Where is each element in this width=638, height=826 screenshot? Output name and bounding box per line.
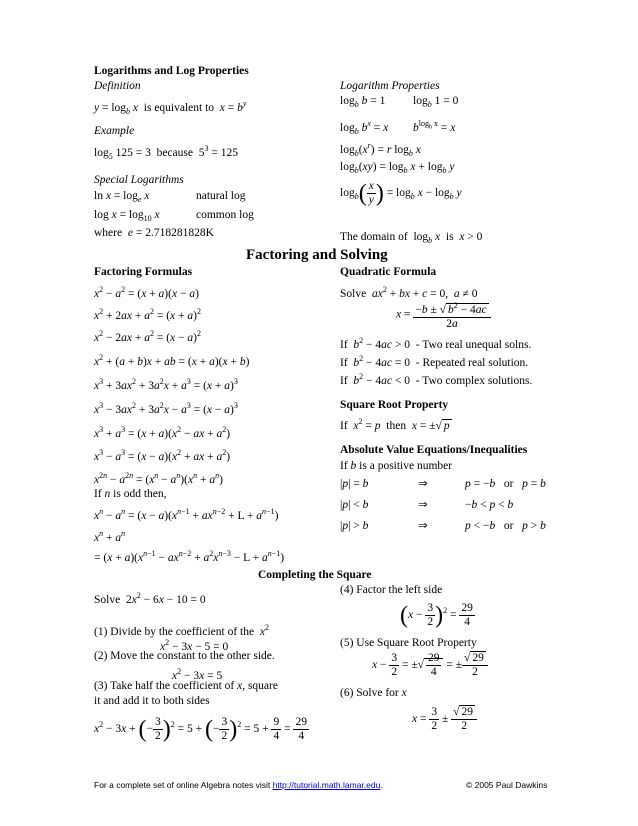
step-4-eq: (x − $\frac{3}{2}$ )$^2$ = $\frac{29}{4}$ [400,602,473,629]
completing-heading: Completing the Square [258,569,372,581]
special-ln-note: natural log [196,190,246,202]
abs-row-2-right: −b < p < b [465,499,514,511]
step-5-eq: x − $\frac{3}{2}$ = ±√ $\frac{29}{4}$ = ± $\frac{√ 29}{2}$ [372,652,488,679]
abs-row-3-arrow: ⇒ [418,520,428,532]
special-log-note: common log [196,209,254,221]
factor-formula-6: $x^3 - 3ax^2 + 3a^2x - a^3 = (x - a)^3$ [94,401,238,416]
log-prop-4: $b^{log_b x} = x$ [413,119,456,134]
factoring-title: Factoring Formulas [94,266,193,278]
log-domain-note: The domain of $\log_b x$ is x > 0 [340,231,483,245]
log-prop-1: $\log_b b = 1$ [340,95,386,109]
quadratic-case-2: If $b^2 - 4ac = 0$ - Repeated real solution. [340,354,529,369]
quadratic-case-1: If $b^2 - 4ac > 0$ - Two real unequal solns. [340,336,532,351]
factor-formula-3: $x^2 - 2ax + a^2 = (x - a)^2$ [94,329,201,344]
example-label: Example [94,125,135,137]
sqrt-property-title: Square Root Property [340,399,449,411]
step-3a: (3) Take half the coefficient of x, square [94,680,278,692]
log-properties-label: Logarithm Properties [340,80,440,92]
factor-formula-7: $x^3 + a^3 = (x + a)(x^2$ − ax + $a^2$) [94,425,231,440]
quadratic-formula: x = $\frac{-b \pm √ b^2 - 4ac}{2a}$ [396,299,491,331]
step-2-eq: $x^2 - 3x = 5$ [172,667,223,682]
quadratic-title: Quadratic Formula [340,266,437,278]
step-2: (2) Move the constant to the other side. [94,650,275,662]
step-3-eq: $x^2 - 3x$ + (− $\frac{3}{2}$ )$^2$ = 5 + (− $\frac{3}{2}$ )$^2$ = 5 + $\frac{9}{4}$ = $\frac{29}{4}$ [94,716,307,743]
factor-formula-5: $x^3 + 3ax^2 + 3a^2x + a^3 = (x + a)^3$ [94,377,238,392]
special-log: $\log x = \log_{10} x$ [94,209,160,223]
special-log-label: Special Logarithms [94,174,184,186]
step-6: (6) Solve for x [340,687,407,699]
log-prop-2: $\log_b 1 = 0$ [413,95,459,109]
step-6-eq: x = $\frac{3}{2}$ ± $\frac{√ 29}{2}$ [412,706,477,733]
sqrt-property-text: If $x^2 = p$ then x = ±√ p [340,417,450,432]
factor-formula-1: $x^2 - a^2 = (x + a)(x - a)$ [94,285,199,300]
step-5: (5) Use Square Root Property [340,637,477,649]
abs-row-1-left: |p| = b [340,478,369,490]
log-prop-quotient: $\log_b$( $\frac{x}{y}$ ) = $\log_b x - \log_b y$ [340,180,462,207]
step-4: (4) Factor the left side [340,584,443,596]
step-3b: it and add it to both sides [94,695,210,707]
factor-formula-10: $x^n - a^n = (x - a)(x^{n-1} + ax^{n-2} + L + a^{n-1})$ [94,507,279,522]
quadratic-case-3: If $b^2 - 4ac < 0$ - Two complex solutions. [340,372,533,387]
footer-note: For a complete set of online Algebra notes visit http://tutorial.math.lamar.edu. [94,780,383,790]
step-1: (1) Divide by the coefficient of the $x^2$ [94,623,269,638]
if-n-odd: If n is odd then, [94,488,167,500]
footer-text: For a complete set of online Algebra notes visit [94,780,271,790]
abs-row-1-right: p = −b or p = b [465,478,546,490]
factor-formula-2: $x^2 + 2ax + a^2 = (x + a)^2$ [94,307,201,322]
factor-formula-9: $x^{2n} - a^{2n} = (x^n - a^n)(x^n + a^n)$ [94,471,223,486]
factor-formula-8: $x^3 - a^3 = (x - a)(x^2$ + ax + $a^2$) [94,448,231,463]
factor-formula-11a: $x^n + a^n$ [94,529,126,544]
quadratic-solve: Solve $ax^2$ + bx + c = 0, a ≠ 0 [340,285,478,300]
definition-formula: $y = \log_b x$ is equivalent to $x = b^y$ [94,99,247,116]
euler-constant: where e = 2.718281828K [94,227,214,239]
abs-row-3-right: p < −b or p > b [465,520,546,532]
factoring-solving-heading: Factoring and Solving [246,247,388,263]
log-prop-product: $\log_b(xy) = \log_b x + \log_b y$ [340,161,455,175]
footer-copyright: © 2005 Paul Dawkins [466,780,548,790]
abs-row-2-left: |p| < b [340,499,369,511]
step-1-eq: $x^2 - 3x - 5 = 0$ [160,638,229,653]
factor-formula-11b: = $(x + a)(x^{n-1} - ax^{n-2} + a^2x^{n-3} - L + a^{n-1})$ [94,549,285,564]
abs-value-title: Absolute Value Equations/Inequalities [340,444,528,456]
factor-formula-4: $x^2 + (a + b)x$ + ab = (x + a)(x + b) [94,353,250,368]
abs-row-1-arrow: ⇒ [418,478,428,490]
completing-solve: Solve $2x^2 - 6x - 10 = 0$ [94,591,206,606]
definition-label: Definition [94,80,141,92]
log-section-title: Logarithms and Log Properties [94,65,249,77]
abs-row-2-arrow: ⇒ [418,499,428,511]
log-prop-power: $\log_b(x^r) = r$ $\log_b x$ [340,141,421,158]
special-ln: $\ln x = \log_e x$ [94,190,150,204]
log-prop-3: $\log_b b^x = x$ [340,119,389,136]
abs-value-intro: If b is a positive number [340,460,453,472]
footer-link[interactable]: http://tutorial.math.lamar.edu [272,780,381,790]
example-formula: $\log_5 125 = 3$ because $5^3 = 125$ [94,144,238,161]
abs-row-3-left: |p| > b [340,520,369,532]
